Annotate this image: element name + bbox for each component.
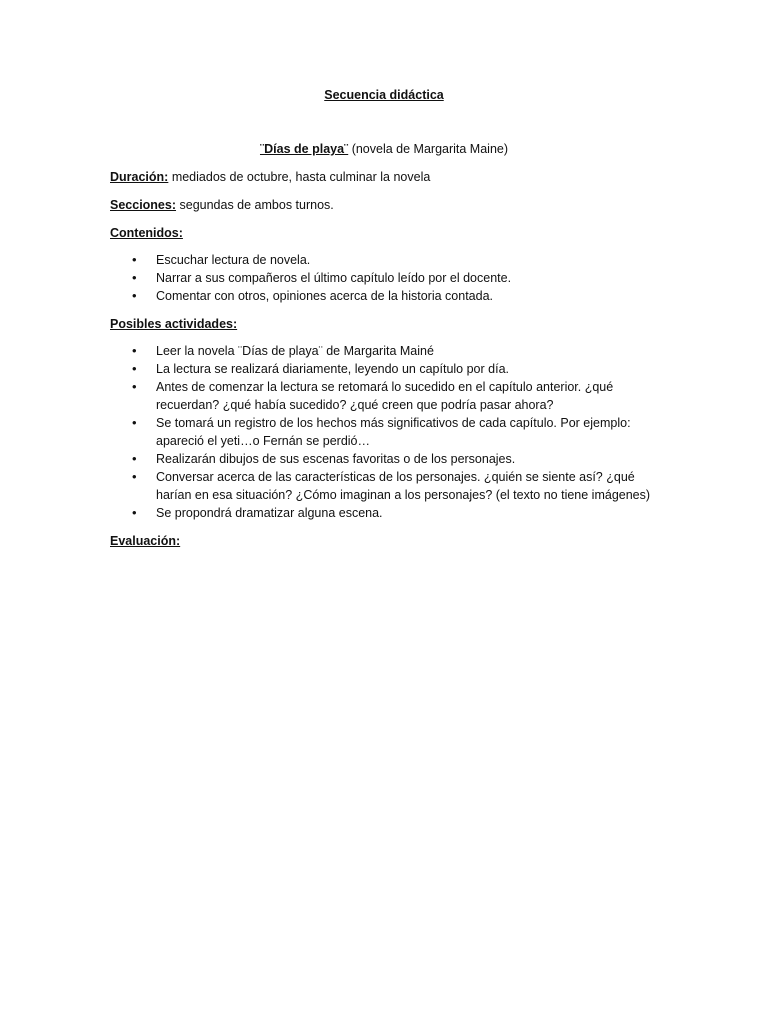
list-item: [110, 360, 655, 378]
evaluacion-heading: Evaluación:: [110, 534, 181, 548]
novel-title: ¨Días de playa¨: [259, 142, 349, 156]
actividades-heading: Posibles actividades:: [110, 317, 238, 331]
list-item-text: Antes de comenzar la lectura se retomará lo sucedido en el capítulo anterior. ¿qué recuerdan? ¿qué había sucedido? ¿qué creen que podría pasar ahora?: [156, 380, 614, 412]
bullet-icon: •: [132, 252, 137, 267]
list-item: [110, 251, 655, 269]
bullet-icon: •: [132, 415, 137, 430]
list-item-text: Se propondrá dramatizar alguna escena.: [156, 506, 383, 520]
bullet-icon: •: [132, 288, 137, 303]
secciones-label: Secciones:: [110, 198, 177, 212]
bullet-icon: •: [132, 270, 137, 285]
duracion-label: Duración:: [110, 170, 169, 184]
list-item-text: Leer la novela ¨Días de playa¨ de Margarita Mainé: [156, 344, 434, 358]
bullet-icon: •: [132, 361, 137, 376]
list-item: [110, 287, 655, 305]
list-item: [110, 378, 655, 414]
duracion-value: mediados de octubre, hasta culminar la novela: [168, 170, 431, 184]
list-item-text: Se tomará un registro de los hechos más significativos de cada capítulo. Por ejemplo: apareció el yeti…o Fernán se perdió…: [156, 416, 631, 448]
list-item-text: La lectura se realizará diariamente, leyendo un capítulo por día.: [156, 362, 509, 376]
bullet-icon: •: [132, 451, 137, 466]
list-item: [110, 269, 655, 287]
list-item: [110, 450, 655, 468]
secciones-value: segundas de ambos turnos.: [176, 198, 334, 212]
list-item: [110, 504, 655, 522]
bullet-icon: •: [132, 343, 137, 358]
actividades-list: [110, 342, 655, 522]
novel-subtitle: [0, 140, 768, 158]
contenidos-list: [110, 251, 655, 305]
list-item-text: Narrar a sus compañeros el último capítulo leído por el docente.: [156, 271, 512, 285]
list-item-text: Escuchar lectura de novela.: [156, 253, 311, 267]
list-item-text: Conversar acerca de las características de los personajes. ¿quién se siente así? ¿qué harían en esa situación? ¿Cómo imaginan a los personajes? (el texto no tiene imágenes): [156, 470, 651, 502]
document-body: [110, 168, 655, 559]
list-item-text: Comentar con otros, opiniones acerca de la historia contada.: [156, 289, 493, 303]
list-item: [110, 468, 655, 504]
list-item: [110, 414, 655, 450]
contenidos-heading: Contenidos:: [110, 226, 183, 240]
bullet-icon: •: [132, 379, 137, 394]
bullet-icon: •: [132, 469, 137, 484]
list-item: [110, 342, 655, 360]
secciones-line: [110, 196, 655, 214]
bullet-icon: •: [132, 505, 137, 520]
novel-note: (novela de Margarita Maine): [348, 142, 509, 156]
duracion-line: [110, 168, 655, 186]
document-title: Secuencia didáctica: [324, 88, 444, 102]
list-item-text: Realizarán dibujos de sus escenas favoritas o de los personajes.: [156, 452, 516, 466]
